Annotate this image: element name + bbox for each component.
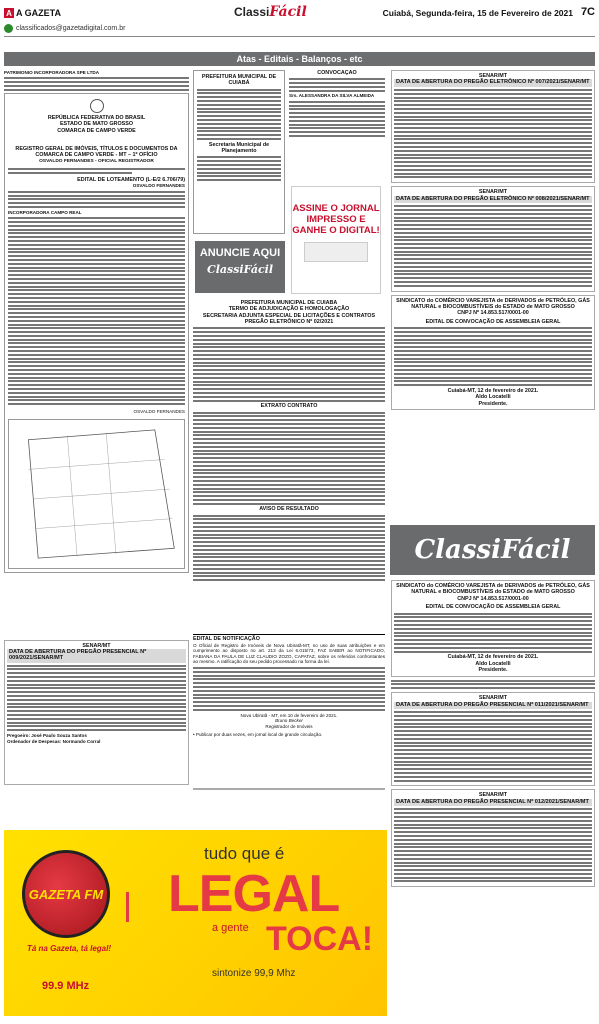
logo-part1: Classi <box>234 5 270 19</box>
ad-agente: a gente <box>212 922 249 934</box>
email-text: classificados@gazetadigital.com.br <box>16 25 126 32</box>
assembleia-title-1: EDITAL DE CONVOCAÇÃO DE ASSEMBLEIA GERAL <box>425 318 561 325</box>
column-right-top <box>391 70 595 520</box>
sound-wave-icon <box>126 892 156 922</box>
section-logo <box>234 4 307 20</box>
column-left <box>4 70 189 630</box>
notificacao-edital <box>193 632 385 784</box>
notificacao-signer: Bruno Becker <box>275 718 303 724</box>
ad-sintonize: sintonize 99,9 Mhz <box>212 968 296 979</box>
ordenador-009: Ordenador de Despesas: Normando Corral <box>7 738 101 744</box>
secretaria-name: Secretaria Municipal de Planejamento <box>208 141 270 155</box>
osvaldo-name: OSVALDO FERNANDES <box>132 183 185 189</box>
subscription-ad[interactable] <box>291 186 381 294</box>
patrimonio-notice <box>4 70 189 91</box>
advertise-brand: ClassiFácil <box>206 263 274 276</box>
brand-mark-icon: A <box>4 8 14 18</box>
classifacil-banner-text: ClassiFácil <box>414 535 571 565</box>
sindicato-date-1: Cuiabá-MT, 12 de fevereiro de 2021. <box>447 388 539 395</box>
termo-heading: TERMO DE ADJUDICAÇÃO E HOMOLOGAÇÃO <box>228 306 350 313</box>
sindicato-date-2: Cuiabá-MT, 12 de fevereiro de 2021. <box>447 654 539 661</box>
pregao-008-title: DATA DE ABERTURA DO PREGÃO ELETRÔNICO Nº 008/2021/SENAR/MT <box>394 196 592 204</box>
prefeitura-convocacao <box>193 70 285 238</box>
radio-gazeta-ad[interactable] <box>4 830 387 1016</box>
column-right-bottom <box>391 580 595 1020</box>
senar-pregao-009 <box>4 640 189 785</box>
senar-pregao-012 <box>391 789 595 887</box>
sindicato-cnpj-2: CNPJ Nº 14.853.517/0001-00 <box>457 595 529 602</box>
senar-label-3: SENAR/MT <box>478 189 508 196</box>
brand-name: A GAZETA <box>16 8 61 18</box>
prefeitura-title: PREFEITURA MUNICIPAL DE CUIABÁ <box>201 74 277 87</box>
notificacao-note-text: Publicar por duas vezes, em jornal local de grande circulação. <box>195 732 323 738</box>
radio-slogan: Tá na Gazeta, tá legal! <box>26 944 112 953</box>
assembleia-title-2: EDITAL DE CONVOCAÇÃO DE ASSEMBLEIA GERAL <box>425 604 561 611</box>
pregao-heading: PREGÃO ELETRÔNICO Nº 02/2021 <box>244 319 334 326</box>
signature-osvaldo: OSVALDO FERNANDES <box>133 409 185 415</box>
senar-label-1: SENAR/MT <box>82 643 111 649</box>
page-header <box>0 0 599 50</box>
senar-pregao-011 <box>391 692 595 786</box>
sindicato-title-1: SINDICATO do COMÉRCIO VAREJISTA de DERIVADOS de PETRÓLEO, GÁS NATURAL e BIOCOMBUSTÍVEIS do ESTADO de MATO GROSSO <box>396 297 590 311</box>
header-divider <box>4 36 595 37</box>
mail-icon <box>4 24 13 33</box>
brand-logo <box>4 8 124 18</box>
pregao-007-title: DATA DE ABERTURA DO PREGÃO ELETRÔNICO Nº 007/2021/SENAR/MT <box>394 79 592 87</box>
edition-date: Cuiabá, Segunda-feira, 15 de Fevereiro de 2021 <box>382 8 573 18</box>
radio-frequency: 99.9 MHz <box>42 980 90 992</box>
sindicato-title-2: SINDICATO do COMÉRCIO VAREJISTA de DERIVADOS de PETRÓLEO, GÁS NATURAL e BIOCOMBUSTÍVEIS do ESTADO de MATO GROSSO <box>396 583 590 596</box>
spacer <box>193 788 385 790</box>
patrimonio-title: PATRIMONIO INCORPORADORA SPE LTDA <box>4 70 100 75</box>
notificacao-title: EDITAL DE NOTIFICAÇÃO <box>193 636 260 642</box>
ad-legal: LEGAL <box>168 865 340 923</box>
senar-pregao-007 <box>391 70 595 183</box>
notificacao-role: Registrador de Imóveis <box>265 723 313 729</box>
notificacao-note: • Publicar por duas vezes, em jornal local de grande circulação. <box>193 732 323 738</box>
notificacao-place-date: Nova Ubiratã - MT, em 10 de fevereiro de 2021. <box>240 712 338 718</box>
advertise-here-ad[interactable] <box>195 241 285 293</box>
section-band: Atas - Editais - Balanços - etc <box>4 52 595 66</box>
registrador-heading: OSVALDO FERNANDES - OFICIAL REGISTRADOR <box>39 158 154 164</box>
coat-of-arms-icon <box>90 99 104 113</box>
convocacao-title: CONVOCAÇÃO <box>317 70 357 76</box>
pregao-009-title: DATA DE ABERTURA DO PREGÃO PRESENCIAL Nº 009/2021/SENAR/MT <box>7 649 186 662</box>
classifacil-banner <box>390 525 595 575</box>
sindicato-signer-1: Aldo Locatelli <box>475 394 511 401</box>
republica-heading: REPÚBLICA FEDERATIVA DO BRASIL ESTADO DE MATO GROSSO COMARCA DE CAMPO VERDE <box>47 114 146 134</box>
subscription-text: ASSINE O JORNAL IMPRESSO E GANHE O DIGITAL! <box>292 203 380 236</box>
convocacao-notice <box>289 70 385 182</box>
aviso-heading: AVISO DE RESULTADO <box>259 506 319 513</box>
pregoeiro-009: Pregoeiro: José Paulo Souza Santos <box>7 732 87 738</box>
advertise-label: ANUNCIE AQUI <box>199 247 281 259</box>
senar-pregao-008 <box>391 186 595 292</box>
gazeta-fm-logo: GAZETA FM <box>22 850 110 938</box>
registro-heading: REGISTRO GERAL DE IMÓVEIS, TÍTULOS E DOCUMENTOS DA COMARCA DE CAMPO VERDE - MT – 1º OFÍCIO <box>15 146 178 159</box>
senar-label-5: SENAR/MT <box>478 792 508 799</box>
loteamento-edital <box>4 93 189 573</box>
edital-loteamento-title: EDITAL DE LOTEAMENTO (L-E/2 6.706/79) <box>77 177 185 184</box>
ad-toca: TOCA! <box>266 920 374 958</box>
extrato-heading: EXTRATO CONTRATO <box>260 403 318 410</box>
prefeitura-heading: PREFEITURA MUNICIPAL DE CUIABÁ <box>240 300 338 306</box>
secretaria-heading: SECRETARIA ADJUNTA ESPECIAL DE LICITAÇÕES E CONTRATOS <box>202 312 376 319</box>
sindicato-signer-2: Aldo Locatelli <box>475 660 511 667</box>
ad-tudo: tudo que é <box>204 844 285 863</box>
pregao-012-title: DATA DE ABERTURA DO PREGÃO PRESENCIAL Nº 012/2021/SENAR/MT <box>394 799 592 807</box>
prefeitura-block <box>193 300 385 626</box>
senar-label-2: SENAR/MT <box>478 73 508 79</box>
senar-label-4: SENAR/MT <box>478 695 508 702</box>
notificacao-text: O Oficial de Registro de Imóveis de Nova Ubiratã-MT, no uso de suas atribuições e em cumprimento ao disposto no art. 213 da Lei 6.015/73, FAZ SABER ao NOTIFICADO, FABIANA DA PAULA DE LUZ CLAUDIO ZOZO, CAPATAZ, sobre os referidos confrontantes ao mesmo. A ratificação do seu pedido processado na forma da lei. <box>193 642 385 665</box>
page-number: 7C <box>580 6 595 18</box>
sindicato-cnpj-1: CNPJ Nº 14.853.517/0001-00 <box>457 310 529 317</box>
contact-email[interactable] <box>4 24 125 33</box>
logo-part2: Fácil <box>269 4 307 20</box>
sindicato-role-2: Presidente. <box>478 667 508 674</box>
sindicato-notice-2 <box>391 580 595 677</box>
convocacao-names: Srs. ALESSANDRA DA SILVA ALMEIDA <box>289 93 375 99</box>
site-plan-map <box>8 419 185 569</box>
newspaper-icon <box>304 242 368 262</box>
pregao-011-title: DATA DE ABERTURA DO PREGÃO PRESENCIAL Nº 011/2021/SENAR/MT <box>394 702 592 710</box>
sindicato-notice-1 <box>391 295 595 411</box>
incorporadora-name: INCORPORADORA CAMPO REAL <box>8 209 82 215</box>
sindicato-role-1: Presidente. <box>478 400 508 407</box>
